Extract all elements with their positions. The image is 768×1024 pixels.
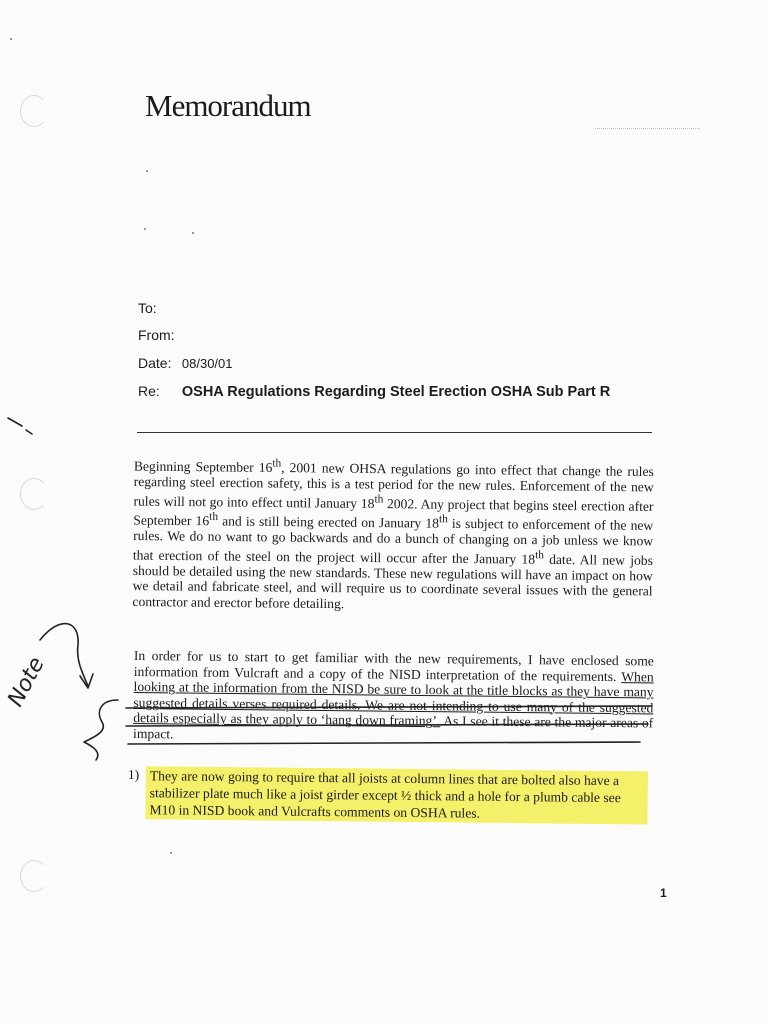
p2-text-a: In order for us to start to get familiar with the new requirements, I have enclosed some information from Vulcraft and a copy of the NISD interpretation of the requirements. [133,648,654,684]
p1-sup-3: th [209,510,219,523]
memo-title: Memorandum [145,88,311,123]
p1-text-a: Beginning September 16 [133,458,273,475]
date-label: Date: [138,355,172,371]
p2-underlined-text: When looking at the information from the NISD be sure to look at the title blocks as they have many suggested details verses required details. We are not intending to use many of the suggested details especially as they apply to ‘hang down framing’. [133,668,654,729]
p1-sup-2: th [374,493,384,506]
re-label: Re: [138,383,160,399]
page-number: 1 [660,886,667,900]
re-subject: OSHA Regulations Regarding Steel Erection OSHA Sub Part R [181,384,611,400]
p1-text-b: , 2001 new OHSA regulations go into effect that change the rules regarding steel erection safety, this is a test period for the new rules. Enforcement of the new rules will not go into effect until January 18 [133,460,654,511]
from-label: From: [138,327,175,343]
p1-sup-4: th [438,513,448,526]
p1-text-f: date. All new jobs should be detailed using the new standards. These new regulations will have an impact on how we detail and fabricate steel, and will require us to coordinate several issues with the general contractor and erector before detailing. [132,551,654,612]
to-label: To: [138,300,157,316]
p1-text-c: 2002. Any project that begins steel erection after September 16 [133,495,654,529]
p1-sup-5: th [535,548,544,561]
date-value: 08/30/01 [181,356,233,371]
highlighted-text: They are now going to require that all joists at column lines that are bolted also have a stabilizer plate much like a joist girder except ½ thick and a hole for a plumb cable see M10 in NISD book and Vulcrafts comments on OSHA rules. [145,766,648,824]
bracket-icon [84,700,118,760]
p2-text-b: As I see it these are the major areas of impact. [133,713,654,742]
list-item-number: 1) [127,766,140,783]
p1-text-d: and is still being erected on January 18 [217,513,440,531]
p1-sup-1: th [272,457,282,470]
p1-text-e: is subject to enforcement of the new rules. We do no want to go backwards and do a bunch of changing on a job unless we know that erection of the steel on the project will occur after the January 18 [132,515,654,567]
handwritten-note: Note [3,653,50,711]
